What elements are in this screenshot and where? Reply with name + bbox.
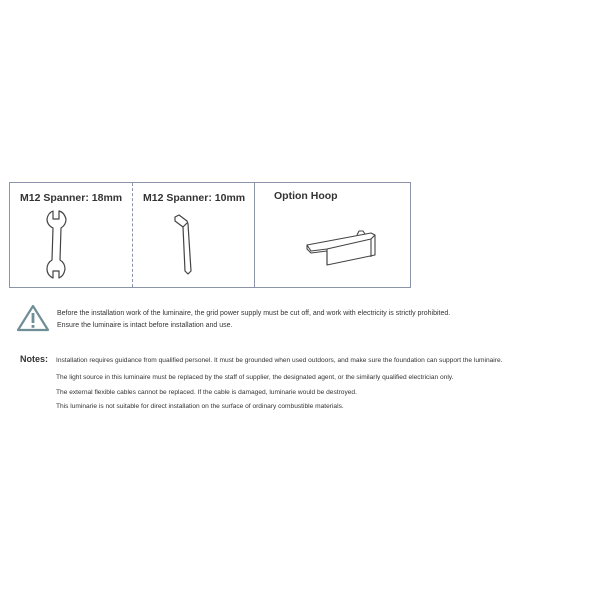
tools-table (9, 182, 411, 288)
warning-section (16, 304, 576, 334)
wrench-icon (44, 208, 84, 282)
tool-cell-spanner-18mm (10, 183, 132, 287)
warning-triangle-icon (16, 304, 50, 332)
tool-label-spanner-10mm: M12 Spanner: 10mm (143, 192, 246, 204)
tool-label-spanner-18mm: M12 Spanner: 18mm (20, 192, 123, 204)
warning-text-intact: Ensure the luminaire is intact before installation and use. (57, 322, 233, 329)
note-item: Installation requires guidance from qualified personel. It must be grounded when used outdoors, and make sure the foundation can support the luminaire. (56, 357, 503, 364)
note-item: This luminarie is not suitable for direct installation on the surface of ordinary combustible materials. (56, 403, 344, 410)
tool-cell-option-hoop (254, 183, 411, 287)
warning-text-power: Before the installation work of the luminaire, the grid power supply must be cut off, and work with electricity is strictly prohibited. (57, 310, 451, 317)
hoop-bracket-icon (299, 227, 379, 273)
tool-label-option-hoop: Option Hoop (274, 190, 338, 202)
note-item: The external flexible cables cannot be replaced. If the cable is damaged, luminarie would be destroyed. (56, 389, 357, 396)
notes-label: Notes: (20, 354, 49, 364)
note-item: The light source in this luminaire must be replaced by the staff of supplier, the designated agent, or the similarly qualified electrician only. (56, 374, 454, 381)
tool-cell-spanner-10mm (132, 183, 253, 287)
hex-key-icon (171, 213, 211, 277)
